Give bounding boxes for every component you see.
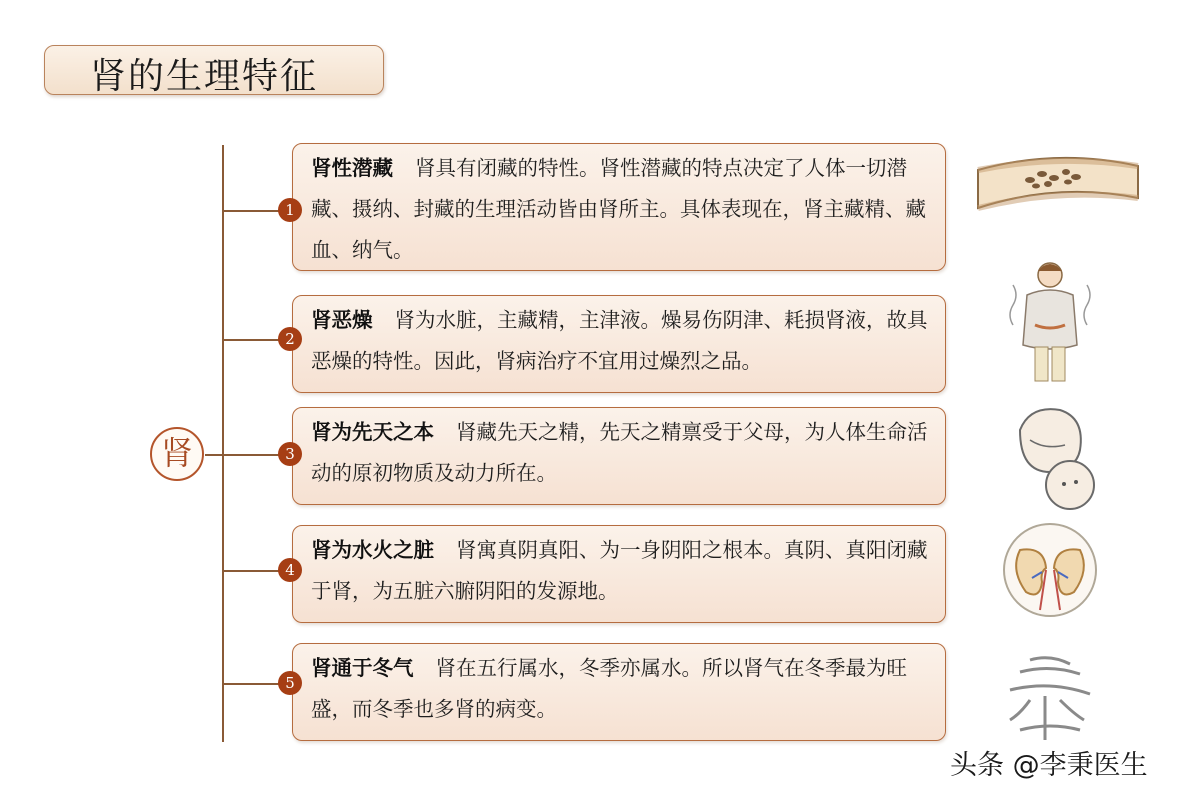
branch-line-3 [205,454,289,456]
number-badge-2: 2 [278,327,302,351]
card-body: 肾藏先天之精，先天之精禀受于父母，为人体生命活动的原初物质及动力所在。 [311,420,928,485]
number-badge-5: 5 [278,671,302,695]
winter-character-illustration [1000,650,1100,745]
tree-trunk-line [222,145,224,742]
card-heading: 肾为先天之本 [311,420,434,444]
card-body: 肾寓真阴真阳、为一身阴阳之根本。真阴、真阳闭藏于肾，为五脏六腑阴阳的发源地。 [311,538,928,603]
number-badge-3: 3 [278,442,302,466]
card-body: 肾在五行属水，冬季亦属水。所以肾气在冬季最为旺盛，而冬季也多肾的病变。 [311,656,907,721]
card-heading: 肾通于冬气 [311,656,414,680]
kidneys-illustration [1000,520,1100,620]
man-holding-waist-illustration [1005,255,1095,385]
number-badge-1: 1 [278,198,302,222]
fetus-illustration [1000,400,1100,515]
card-heading: 肾为水火之脏 [311,538,434,562]
card-item-5 [292,643,946,741]
card-item-3 [292,407,946,505]
page-title: 肾的生理特征 [90,56,319,97]
root-node-kidney: 肾 [150,427,204,481]
number-badge-4: 4 [278,558,302,582]
card-heading: 肾性潜藏 [311,156,393,180]
card-body: 肾具有闭藏的特性。肾性潜藏的特点决定了人体一切潜藏、摄纳、封藏的生理活动皆由肾所主。具体表现在，肾主藏精、藏血、纳气。 [311,156,926,262]
watermark: 头条 @李秉医生 [950,750,1148,781]
card-body: 肾为水脏，主藏精，主津液。燥易伤阴津、耗损肾液，故具恶燥的特性。因此，肾病治疗不宜用过燥烈之品。 [311,308,928,373]
card-item-2 [292,295,946,393]
tube-with-grains-illustration [972,150,1144,230]
title-box [44,45,384,95]
card-heading: 肾恶燥 [311,308,373,332]
card-item-4 [292,525,946,623]
card-item-1 [292,143,946,271]
